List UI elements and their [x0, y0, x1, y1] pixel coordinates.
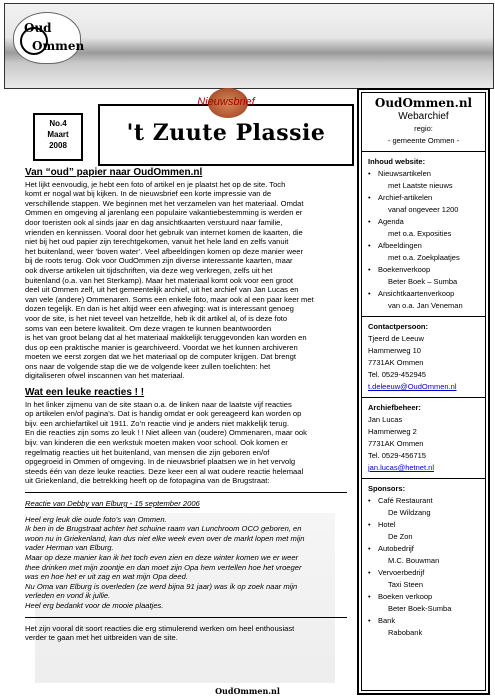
text-line: vrienden en kennissen. Vooral door het gebruik van internet komen de kaarten, die: [25, 227, 303, 237]
issue-box: [33, 113, 83, 161]
list-item: [368, 543, 481, 567]
contact-name: Tjeerd de Leeuw: [368, 334, 424, 343]
text-line: In het linker zijmenu van de site staan o.a. de linken naar de laatste vijf reacties: [25, 399, 292, 409]
masthead: [98, 96, 354, 166]
text-line: uit Griekenland, die betrekking heeft op de fotopagina van de Brugstraat:: [25, 476, 270, 486]
reactions-heading: Wat een leuke reacties ! !: [25, 387, 145, 399]
text-line: verleden en vond ik jullie.: [25, 591, 111, 601]
list-item-label: Agenda: [378, 217, 404, 226]
reactions-body: [25, 400, 347, 486]
text-line: het buitenland, weer ‘boven water’. Veel afbeeldingen komen op deze manier weer: [25, 246, 304, 256]
header-landscape-photo: [4, 3, 494, 89]
archive-name: Jan Lucas: [368, 415, 403, 424]
issue-month: Maart: [47, 130, 69, 139]
reaction-quote: [25, 515, 347, 611]
text-line: Heel erg leuk die oude foto’s van Ommen.: [25, 514, 167, 524]
sidebar-region: - gemeente Ommen -: [387, 136, 460, 145]
footer-logo: OudOmmen.nl: [215, 686, 280, 696]
text-line: steeds één van deze leuke reacties. Deze keer een al wat oudere reactie helemaal: [25, 466, 304, 476]
contact-street: Hammerweg 10: [368, 346, 421, 355]
sidebar-sponsors: [362, 483, 485, 639]
archive-city: 7731AK Ommen: [368, 439, 424, 448]
sidebar-divider: [362, 151, 485, 152]
sponsor-name: De Zon: [388, 532, 413, 541]
text-line: niet bij het oud papier zijn terechtgekomen, vanuit het hele land en zelfs vanuit: [25, 237, 289, 247]
text-line: En die reacties zijn soms zo leuk ! ! Niet alleen van (oudere) Ommenaren, maar ook: [25, 428, 307, 438]
list-item-label: Nieuwsartikelen: [378, 169, 431, 178]
logo-line-1: Oud: [24, 21, 52, 35]
text-line: voor de site, is het niet teveel van hetzelfde, heb ik dit artikel al, of is deze foto: [25, 313, 288, 323]
list-item: [368, 495, 481, 519]
sponsor-name: Taxi Steen: [388, 580, 424, 589]
text-line: door toeristen ook al sinds jaar en dag ansichtkaarten verstuurd naar familie,: [25, 217, 283, 227]
sponsor-name: Beter Boek-Sumba: [388, 604, 452, 613]
sponsor-type: Vervoerbedrijf: [378, 568, 425, 577]
section-divider: [25, 492, 347, 493]
list-item: [368, 591, 481, 615]
logo-line-2: Ommen: [32, 39, 85, 53]
sponsor-type: Boeken verkoop: [378, 592, 433, 601]
text-line: was en hoe het er uit zag en wat mijn Opa deed.: [25, 572, 188, 582]
masthead-title: 't Zuute Plassie: [126, 120, 326, 146]
text-line: is het van groot belang dat al het materiaal makkelijk teruggevonden kan worden en: [25, 333, 307, 343]
archive-street: Hammerweg 2: [368, 427, 417, 436]
closing-text: [25, 624, 347, 643]
sponsor-name: De Wildzang: [388, 508, 431, 517]
sidebar-contact: [362, 321, 485, 393]
list-item: [368, 192, 481, 216]
issue-number: No.4: [49, 119, 67, 128]
text-line: Heel erg bedankt voor de mooie plaatjes.: [25, 600, 164, 610]
oudommen-logo: [13, 12, 85, 64]
sidebar-title: OudOmmen.nl: [374, 96, 473, 110]
sponsor-type: Café Restaurant: [378, 496, 433, 505]
text-line: Ik ben in de Brugstraat achter het schuine raam van Lunchroom OCO geboren, en: [25, 524, 302, 534]
text-line: ons naar de volgende stap die we de volgende keer zullen toelichten: het: [25, 361, 271, 371]
text-line: moeten we eerst zorgen dat we het materiaal op de computer krijgen. Dat brengt: [25, 352, 296, 362]
text-line: verschillende stappen. We beginnen met het verzamelen van het materiaal. Omdat: [25, 198, 304, 208]
text-line: thee drinken met mijn zoontje en dan moet zijn Opa hem vertellen hoe het vroeger: [25, 562, 302, 572]
list-item-detail: met Laatste nieuws: [388, 181, 453, 190]
archive-phone: Tel. 0529-456715: [368, 451, 426, 460]
text-line: Nu Oma van Elburg is overleden (ze werd bijna 91 jaar) was ik op zoek naar mijn: [25, 581, 298, 591]
archive-email-link[interactable]: jan.lucas@hetnet.nl: [368, 463, 434, 472]
sidebar-contents: [362, 156, 485, 312]
list-item-label: Ansichtkaartenverkoop: [378, 289, 455, 298]
list-item-detail: met o.a. Zoekplaatjes: [388, 253, 460, 262]
contact-email-link[interactable]: t.deleeuw@OudOmmen.nl: [368, 382, 457, 391]
contents-list: [368, 168, 481, 312]
sidebar-frame: [361, 92, 486, 691]
contact-city: 7731AK Ommen: [368, 358, 424, 367]
text-line: deel uit Ommen zelf, uit het gemeentelijk archief, uit het archief van Jan Lucas en: [25, 285, 299, 295]
text-line: dus op een praktische manier is gearchiveerd. Voordat we het kunnen archiveren: [25, 342, 298, 352]
text-line: ook diverse artikelen uit tijdschriften, via deze weg verkregen, zelfs uit het: [25, 265, 273, 275]
text-line: woon nu in Griekenland, kan dus niet elke week even over de markt lopen met mijn: [25, 533, 305, 543]
list-item: [368, 168, 481, 192]
text-line: opgegroeid in Ommen of omgeving. In de nieuwsbrief plaatsen we in het vervolg: [25, 457, 296, 467]
sponsors-list: [368, 495, 481, 639]
text-line: bijv. van kinderen die een werkstuk moeten maken voor school. Ook komen er: [25, 438, 288, 448]
section-divider: [25, 617, 347, 618]
text-line: Het lijkt eenvoudig, je hebt een foto of artikel en je plaatst het op de site. Toch: [25, 179, 286, 189]
sponsor-type: Hotel: [378, 520, 396, 529]
list-item: [368, 216, 481, 240]
list-item: [368, 567, 481, 591]
sponsor-type: Bank: [378, 616, 396, 625]
list-item: [368, 288, 481, 312]
text-line: Het zijn vooral dit soort reacties die erg stimulerend werken om heel enthousiast: [25, 623, 295, 633]
list-item-detail: Beter Boek – Sumba: [388, 277, 458, 286]
list-item: [368, 240, 481, 264]
text-line: bij de roots terug. Ook voor OudOmmen zijn diverse interessante kaarten, maar: [25, 256, 293, 266]
text-line: van vele (andere) Ommenaren. Soms een enkele foto, maar ook al een paar keer met: [25, 294, 314, 304]
sidebar-divider: [362, 478, 485, 479]
sidebar-archive: [362, 402, 485, 474]
contents-heading: Inhoud website:: [368, 157, 426, 166]
text-line: vader Herman van Elburg.: [25, 543, 114, 553]
sponsor-name: M.C. Bouwman: [388, 556, 440, 565]
text-line: digitaliseren ofwel inscannen van het materiaal.: [25, 371, 185, 381]
text-line: verder te gaan met het uitbreiden van de site.: [25, 633, 178, 643]
text-line: regelmatig reacties uit het buitenland, van mensen die zijn geboren en/of: [25, 447, 270, 457]
list-item: [368, 519, 481, 543]
contact-heading: Contactpersoon:: [368, 322, 428, 331]
text-line: soms van een betere kwaliteit. Om deze vragen te kunnen beantwoorden: [25, 323, 272, 333]
list-item-label: Afbeeldingen: [378, 241, 422, 250]
text-line: komt er nogal wat bij kijken. In de nieuwsbrief een korte impressie van de: [25, 189, 272, 199]
list-item: [368, 615, 481, 639]
list-item-detail: met o.a. Exposities: [388, 229, 452, 238]
article-title: Van “oud” papier naar OudOmmen.nl: [25, 167, 203, 178]
sponsor-name: Rabobank: [388, 628, 423, 637]
sidebar-divider: [362, 316, 485, 317]
sidebar-divider: [362, 397, 485, 398]
text-line: dozen tegelijk. En dan is het altijd weer een afweging: wat is interessant genoeg: [25, 304, 294, 314]
list-item-detail: vanaf ongeveer 1200: [388, 205, 459, 214]
archive-heading: Archiefbeheer:: [368, 403, 421, 412]
list-item: [368, 264, 481, 288]
list-item-detail: van o.a. Jan Veneman: [388, 301, 463, 310]
list-item-label: Archief-artikelen: [378, 193, 433, 202]
text-line: bijv. een archiefartikel uit 1911. Zo’n reactie vind je anders niet makkelijk terug.: [25, 418, 289, 428]
sidebar-region-label: regio:: [414, 124, 433, 133]
sponsor-type: Autobedrijf: [378, 544, 414, 553]
text-line: Ommen en omgeving al jarenlang een populaire vakantiebestemming is werden er: [25, 208, 303, 218]
text-line: buitenland (o.a. van het Sterkamp). Maar het materiaal komt ook voor een groot: [25, 275, 294, 285]
issue-year: 2008: [49, 141, 67, 150]
sponsors-heading: Sponsors:: [368, 484, 406, 493]
list-item-label: Boekenverkoop: [378, 265, 431, 274]
text-line: Maar op deze manier kan ik het toch even zien en deze winter komen we er weer: [25, 552, 299, 562]
text-line: op artikelen en/of pagina’s. Dat is handig omdat er ook gereageerd kan worden op: [25, 409, 302, 419]
sidebar-subtitle: Webarchief: [398, 111, 449, 122]
main-content: [25, 168, 347, 643]
article-body: [25, 180, 347, 381]
contact-phone: Tel. 0529-452945: [368, 370, 426, 379]
masthead-subtitle: Nieuwsbrief: [197, 96, 255, 108]
sidebar: [357, 88, 490, 695]
reaction-title: Reactie van Debby van Elburg - 15 september 2006: [25, 499, 200, 508]
